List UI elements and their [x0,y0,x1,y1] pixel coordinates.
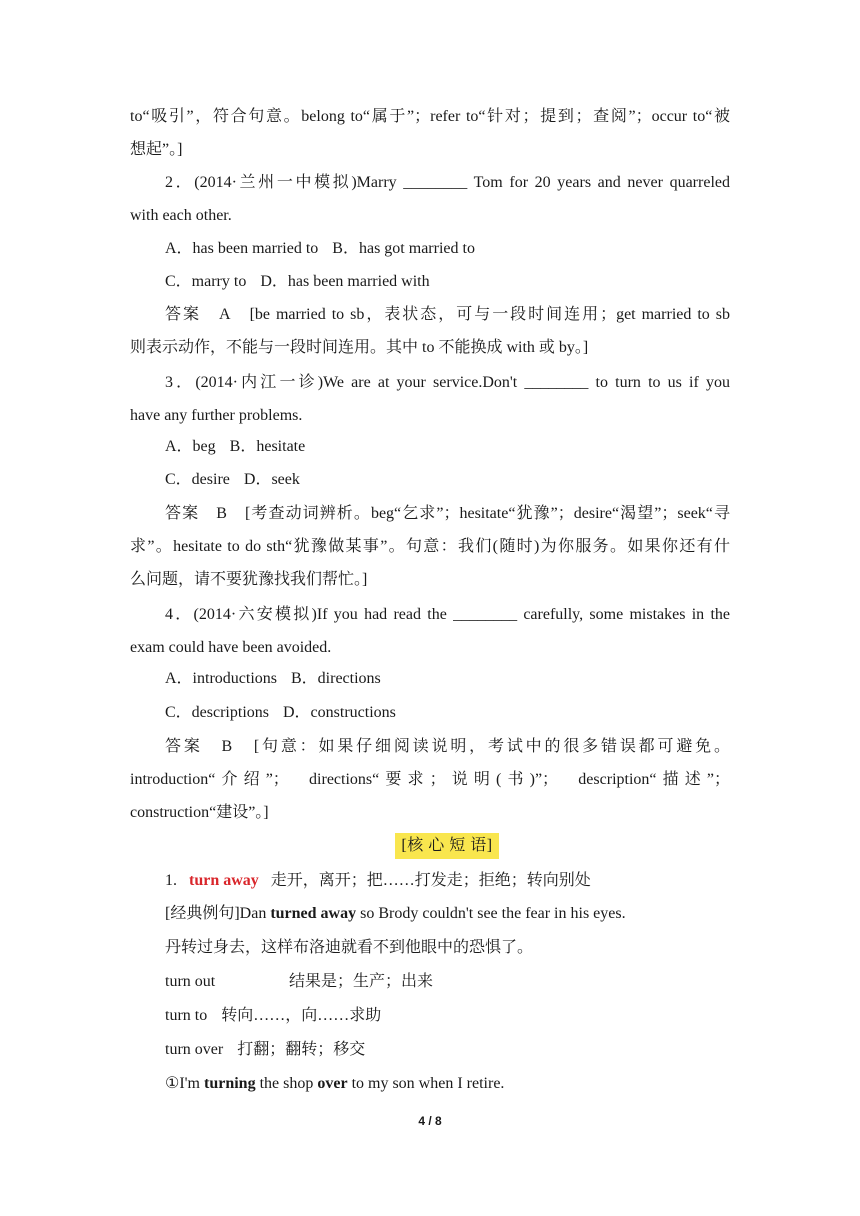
option-d: D．seek [243,471,300,488]
question-3-answer-line1: 答案 B [考查动词辨析。beg“乞求”；hesitate“犹豫”；desire“渴望”；seek“寻 [165,505,730,522]
option-b: B．directions [291,670,381,687]
related-meaning: 转向……，向……求助 [221,1007,382,1024]
option-b: B．has got married to [332,240,475,257]
question-3-answer-line2: 求”。hesitate to do sth“犹豫做某事”。句意：我们(随时)为你服务。如果你还有什 [130,538,730,555]
option-a: A．introductions [165,670,277,687]
question-2-options-ab [165,232,475,265]
option-c: C．desire [165,471,230,488]
question-2-options-cd [165,265,430,298]
ex-prefix: ①I'm [165,1075,204,1092]
phrase-1-example [165,897,626,930]
paragraph-continuation-line2: 想起”。] [130,141,183,158]
related-phrase-turn-to [165,999,381,1032]
question-3-options-ab [165,430,305,463]
question-2-stem-line2: with each other. [130,207,232,224]
phrase-1-example-1 [165,1067,504,1100]
question-2-stem-line1: 2．(2014·兰州一中模拟)Marry ________ Tom for 20 years and never quarreled [165,174,730,191]
related-meaning: 打翻；翻转；移交 [237,1041,366,1058]
related-meaning: 结果是；生产；出来 [289,973,434,990]
option-d: D．has been married with [260,273,430,290]
example-suffix: so Brody couldn't see the fear in his eyes. [356,905,626,922]
option-a: A．has been married to [165,240,319,257]
related-phrase-turn-out [165,965,433,998]
option-b: B．hesitate [229,438,306,455]
related-phrase-turn-over [165,1033,365,1066]
phrase-keyword: turn away [189,872,259,889]
question-3-stem-line2: have any further problems. [130,407,303,424]
phrase-number: 1. [165,872,177,889]
question-2-answer-line1: 答案 A [be married to sb，表状态，可与一段时间连用；get married to sb [165,306,730,323]
option-a: A．beg [165,438,216,455]
ex-bold-2: over [317,1075,348,1092]
related-phrase: turn over [165,1041,224,1058]
question-4-options-ab [165,662,381,695]
question-3-stem-line1: 3．(2014·内江一诊)We are at your service.Don't ________ to turn to us if you [165,374,730,391]
question-3-options-cd [165,463,300,496]
option-c: C．descriptions [165,704,269,721]
question-4-answer-line1: 答案 B [句意：如果仔细阅读说明，考试中的很多错误都可避免。 [165,738,730,755]
question-4-answer-line3: construction“建设”。] [130,804,269,821]
question-4-stem-line1: 4．(2014·六安模拟)If you had read the ________ carefully, some mistakes in the [165,606,730,623]
related-phrase: turn to [165,1007,208,1024]
phrase-1-translation: 丹转过身去，这样布洛迪就看不到他眼中的恐惧了。 [165,939,534,956]
question-2-answer-line2: 则表示动作，不能与一段时间连用。其中 to 不能换成 with 或 by。] [130,339,589,356]
option-d: D．constructions [283,704,396,721]
related-phrase: turn out [165,973,216,990]
question-3-answer-line3: 么问题，请不要犹豫找我们帮忙。] [130,571,368,588]
section-title-core-phrases: [核 心 短 语] [395,833,499,859]
ex-bold-1: turning [204,1075,256,1092]
phrase-1-heading [165,864,591,897]
example-prefix: [经典例句]Dan [165,905,271,922]
ex-mid: the shop [255,1075,318,1092]
question-4-answer-line2: introduction“介绍”； directions“要求；说明(书)”； description“描述”； [130,771,730,788]
paragraph-continuation-line1: to“吸引”，符合句意。belong to“属于”；refer to“针对；提到；查阅”；occur to“被 [130,108,730,125]
question-4-options-cd [165,696,396,729]
phrase-meaning: 走开，离开；把……打发走；拒绝；转向别处 [270,872,591,889]
page-number: 4 / 8 [418,1114,442,1128]
example-bold: turned away [270,905,357,922]
option-c: C．marry to [165,273,247,290]
question-4-stem-line2: exam could have been avoided. [130,639,332,656]
ex-suffix: to my son when I retire. [347,1075,505,1092]
